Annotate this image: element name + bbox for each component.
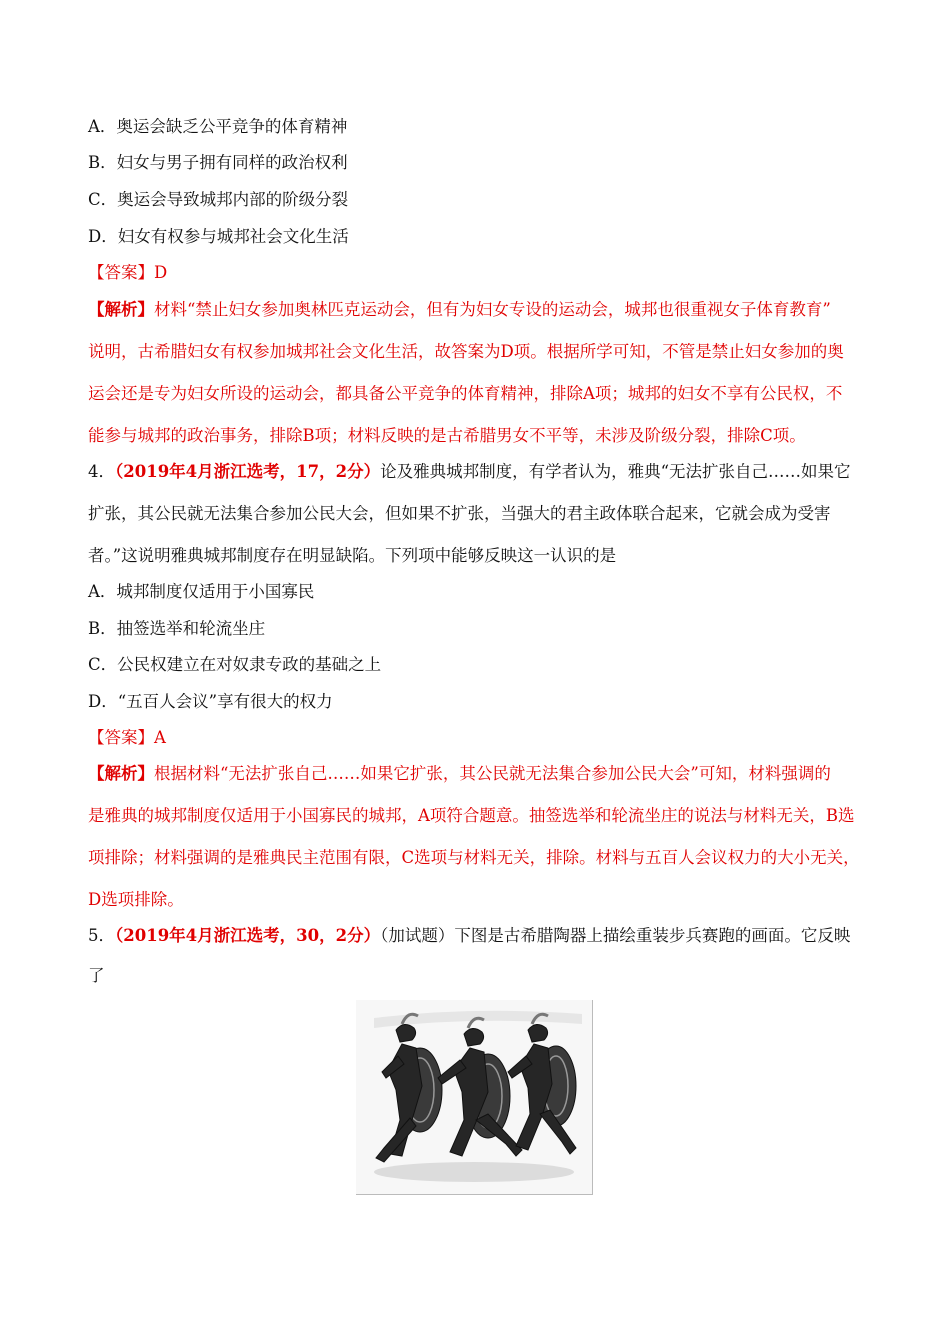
q4-option-b: B．抽签选举和轮流坐庄	[88, 619, 266, 638]
q3-analysis-line-3: 运会还是专为妇女所设的运动会，都具备公平竞争的体育精神，排除A项；城邦的妇女不享有公民权，不	[88, 384, 843, 403]
q5-number: 5．	[88, 926, 115, 945]
q4-stem-line-2: 扩张，其公民就无法集合参加公民大会，但如果不扩张，当强大的君主政体联合起来，它就会成为受害	[88, 504, 831, 523]
q4-number: 4．	[88, 462, 115, 481]
q5-stem-line-1	[88, 926, 868, 946]
q3-analysis-label: 【解析】	[88, 300, 154, 319]
q4-analysis-line-3: 项排除；材料强调的是雅典民主范围有限，C选项与材料无关，排除。材料与五百人会议权力的大小无关，	[88, 848, 860, 867]
q4-analysis-text-1: 根据材料“无法扩张自己……如果它扩张，其公民就无法集合参加公民大会”可知，材料强调的	[154, 764, 831, 783]
q4-analysis-line-1	[88, 764, 868, 784]
q3-analysis-line-4: 能参与城邦的政治事务，排除B项；材料反映的是古希腊男女不平等，未涉及阶级分裂，排除C项。	[88, 426, 806, 445]
q4-stem-line-3: 者。”这说明雅典城邦制度存在明显缺陷。下列项中能够反映这一认识的是	[88, 546, 617, 565]
q5-stem-text-1: （加试题）下图是古希腊陶器上描绘重装步兵赛跑的画面。它反映	[380, 926, 851, 945]
q5-stem-line-2: 了	[88, 966, 105, 985]
q3-option-a: A．奥运会缺乏公平竞争的体育精神	[88, 117, 348, 136]
q4-analysis-line-4: D选项排除。	[88, 890, 184, 909]
q4-source: （2019年4月浙江选考，17，2分）	[115, 462, 381, 481]
hoplite-race-pottery-image	[356, 1000, 593, 1195]
q3-analysis-line-2: 说明，古希腊妇女有权参加城邦社会文化生活，故答案为D项。根据所学可知，不管是禁止妇女参加的奥	[88, 342, 844, 361]
q3-option-d: D．妇女有权参与城邦社会文化生活	[88, 227, 349, 246]
q4-stem-line-1	[88, 462, 868, 482]
q3-option-b: B．妇女与男子拥有同样的政治权利	[88, 153, 348, 172]
q3-analysis-line-1	[88, 300, 868, 320]
q5-source: （2019年4月浙江选考，30，2分）	[115, 926, 381, 945]
q4-answer: 【答案】A	[88, 728, 166, 747]
q3-option-c: C．奥运会导致城邦内部的阶级分裂	[88, 190, 349, 209]
q4-analysis-line-2: 是雅典的城邦制度仅适用于小国寡民的城邦，A项符合题意。抽签选举和轮流坐庄的说法与材料无关，B选	[88, 806, 855, 825]
q4-option-d: D．“五百人会议”享有很大的权力	[88, 692, 333, 711]
q4-stem-text-1: 论及雅典城邦制度，有学者认为，雅典“无法扩张自己……如果它	[380, 462, 851, 481]
q4-option-a: A．城邦制度仅适用于小国寡民	[88, 582, 315, 601]
q3-analysis-text-1: 材料“禁止妇女参加奥林匹克运动会，但有为妇女专设的运动会，城邦也很重视女子体育教育”	[154, 300, 831, 319]
q4-option-c: C．公民权建立在对奴隶专政的基础之上	[88, 655, 382, 674]
q4-analysis-label: 【解析】	[88, 764, 154, 783]
q3-answer: 【答案】D	[88, 263, 168, 282]
